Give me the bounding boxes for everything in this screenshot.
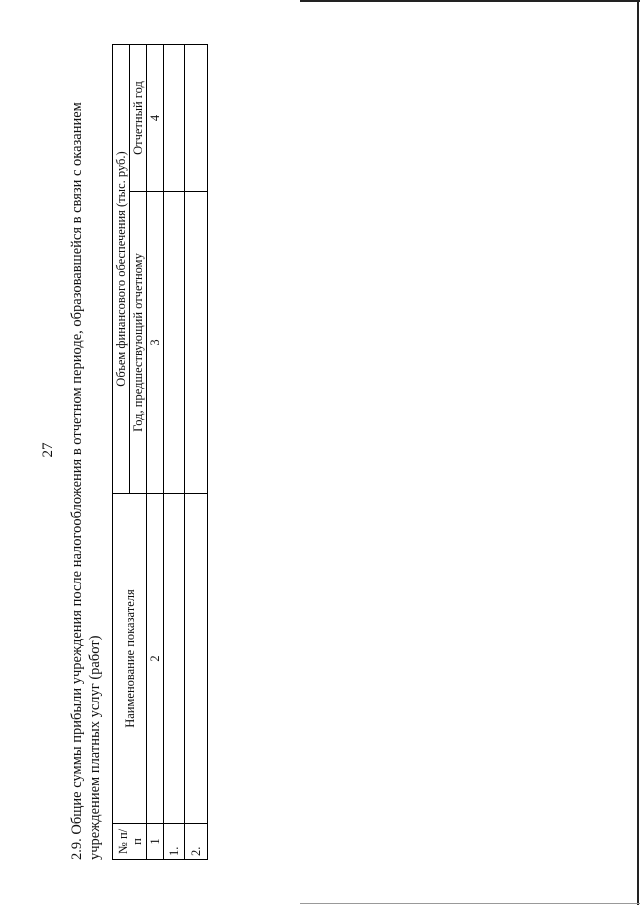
number-cell: 2 (147, 494, 164, 824)
table-number-row (147, 45, 164, 860)
section-heading: 2.9. Общие суммы прибыли учреждения после налогообложения в отчетном периоде, образовавшейся в связи с оказанием учреждением платных услуг (работ) (69, 102, 103, 860)
header-prev-year: Год, предшествующий отчетному (130, 192, 147, 494)
table-header-row (113, 45, 130, 860)
number-cell: 3 (147, 192, 164, 494)
page-number: 27 (40, 442, 56, 458)
table-row (185, 45, 208, 860)
rotated-page-content (40, 45, 215, 860)
profit-table (112, 44, 208, 860)
page-edge-bottom (300, 903, 640, 904)
number-cell: 1 (147, 824, 164, 860)
row-curr-value (185, 45, 208, 192)
header-name: Наименование показателя (113, 494, 147, 824)
row-prev-value (164, 192, 185, 494)
row-curr-value (164, 45, 185, 192)
page-edge-top (300, 0, 640, 2)
page-edge-right (637, 0, 639, 905)
row-number: 2. (185, 824, 208, 860)
row-prev-value (185, 192, 208, 494)
row-name (164, 494, 185, 824)
row-number: 1. (164, 824, 185, 860)
table-row (164, 45, 185, 860)
header-current-year: Отчетный год (130, 45, 147, 192)
row-name (185, 494, 208, 824)
header-funding-group: Объем финансового обеспечения (тыс. руб.) (113, 45, 130, 494)
number-cell: 4 (147, 45, 164, 192)
header-no: № п/п (113, 824, 147, 860)
